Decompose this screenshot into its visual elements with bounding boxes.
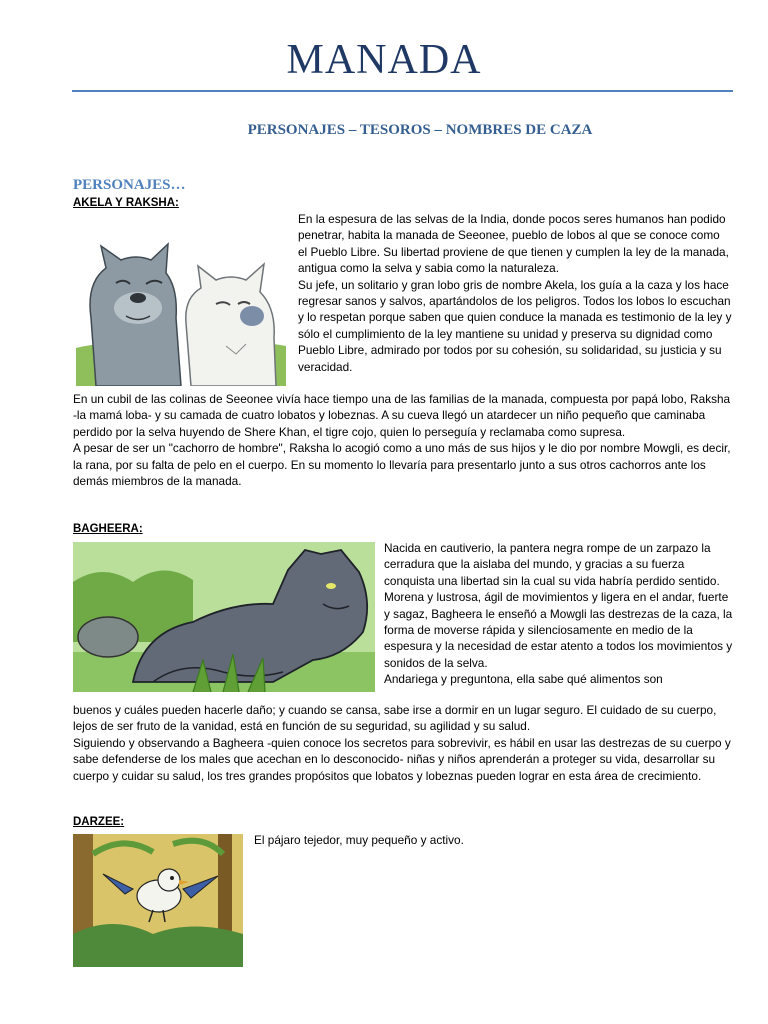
panther-illustration	[73, 542, 375, 692]
darzee-heading: DARZEE:	[73, 816, 125, 828]
page-title: MANADA	[286, 37, 482, 83]
darzee-text: El pájaro tejedor, muy pequeño y activo.	[254, 833, 464, 847]
akela-paragraph-1: En la espesura de las selvas de la India, donde pocos seres humanos han podido penetrar, habita la manada de Seeonee, pueblo de lobos al que se conoce como el Pueblo Libre. Su libertad proviene de que tienen y cumplen la ley de la manada, antigua como la selva y sabia como la naturaleza.	[298, 212, 729, 276]
akela-intro-text	[298, 211, 732, 375]
bagheera-paragraph-3-rest: buenos y cuáles pueden hacerle daño; y cuando se cansa, sabe irse a dormir en un lugar seguro. El cuidado de su cuerpo, lejos de ser fruto de la vanidad, está en función de su seguridad, su agilidad y su salud.	[73, 703, 717, 734]
bird-illustration	[73, 834, 243, 967]
bagheera-paragraph-2: Morena y lustrosa, ágil de movimientos y ligera en el andar, fuerte y sagaz, Bagheera le enseñó a Mowgli las destrezas de la caza, la forma de moverse rápida y silenciosamente en medio de la espesura y la necesidad de estar atento a todos los movimientos y sonidos de la selva.	[384, 590, 733, 670]
page-subtitle: PERSONAJES – TESOROS – NOMBRES DE CAZA	[247, 122, 593, 138]
akela-paragraph-2: Su jefe, un solitario y gran lobo gris de nombre Akela, los guía a la caza y los hace regresar sanos y salvos, apartándolos de los peligros. Todos los lobos lo escuchan y lo respetan porque saben que quien conduce la manada es testimonio de la ley y sólo el cumplimiento de la ley mantiene su unidad y preserva su dignidad como Pueblo Libre, admirado por todos por su cohesión, su solidaridad, su justicia y su veracidad.	[298, 277, 732, 374]
title-underline	[72, 90, 733, 92]
wolves-illustration	[76, 228, 286, 386]
akela-paragraph-4: A pesar de ser un "cachorro de hombre", Raksha lo acogió como a uno más de sus hijos y le dio por nombre Mowgli, es decir, la rana, por su falta de pelo en el cuerpo. En su momento lo llevaría para presentarlo junto a sus otros cachorros ante los demás miembros de la manada.	[73, 441, 731, 489]
bagheera-paragraph-1: Nacida en cautiverio, la pantera negra rompe de un zarpazo la cerradura que la aislaba del mundo, y gracias a su fuerza conquista una libertad sin la cual su vida habría perdido sentido.	[384, 541, 720, 588]
bagheera-paragraph-3-start: Andariega y preguntona, ella sabe qué alimentos son	[384, 672, 663, 687]
bagheera-intro-text	[384, 540, 734, 688]
akela-story-text	[73, 391, 733, 489]
akela-heading: AKELA Y RAKSHA:	[73, 197, 179, 209]
bagheera-heading: BAGHEERA:	[73, 523, 143, 535]
akela-paragraph-3: En un cubil de las colinas de Seeonee vivía hace tiempo una de las familias de la manada, compuesta por papá lobo, Raksha -la mamá loba- y su camada de cuatro lobatos y lobeznas. A su cueva llegó un atardecer un niño pequeño que caminaba perdido por la selva huyendo de Shere Khan, el tigre cojo, quien lo perseguía y reclamaba como supresa.	[73, 392, 731, 439]
bagheera-paragraph-4: Siguiendo y observando a Bagheera -quien conoce los secretos para sobrevivir, es hábil en usar las destrezas de su cuerpo y sabe defenderse de los males que acechan en lo desconocido- niñas y niños aprenderán a proteger su vida, desarrollar su cuerpo y cuidar su salud, los tres grandes propósitos que lobatos y lobeznas pueden lograr en esta área de crecimiento.	[73, 735, 731, 783]
section-heading: PERSONAJES…	[73, 177, 186, 193]
bagheera-story-text	[73, 702, 733, 784]
